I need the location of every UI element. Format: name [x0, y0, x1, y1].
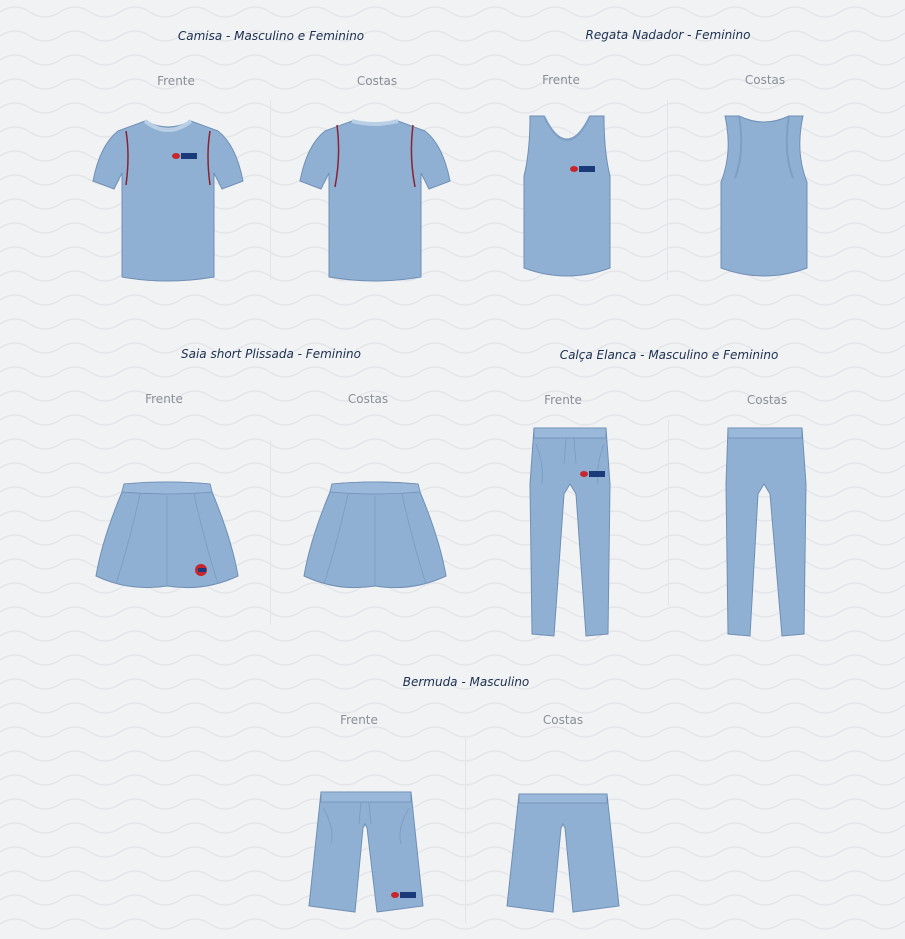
bermuda-back-image [505, 792, 623, 916]
label-regata-back: Costas [744, 73, 786, 87]
label-camisa-back: Costas [356, 74, 398, 88]
label-bermuda-back: Costas [542, 713, 584, 727]
regata-front-image [518, 112, 616, 280]
label-saia-back: Costas [347, 392, 389, 406]
divider [667, 100, 668, 280]
label-camisa-front: Frente [157, 74, 195, 88]
saia-front-image [94, 480, 240, 592]
bermuda-front-image [307, 788, 425, 916]
camisa-back-image [297, 115, 453, 283]
school-logo-icon [570, 166, 595, 172]
section-title-bermuda: Bermuda - Masculino [402, 675, 530, 689]
school-logo-icon [195, 564, 207, 576]
regata-back-image [715, 112, 813, 280]
label-bermuda-front: Frente [340, 713, 378, 727]
calca-back-image [724, 424, 808, 640]
label-calca-front: Frente [544, 393, 582, 407]
label-regata-front: Frente [542, 73, 580, 87]
label-saia-front: Frente [145, 392, 183, 406]
divider [270, 100, 271, 280]
divider [270, 440, 271, 625]
school-logo-icon [580, 471, 605, 477]
label-calca-back: Costas [746, 393, 788, 407]
section-title-regata: Regata Nadador - Feminino [585, 28, 751, 42]
camisa-front-image [90, 115, 246, 283]
divider [668, 420, 669, 605]
section-title-saia: Saia short Plissada - Feminino [180, 347, 362, 361]
calca-front-image [528, 424, 612, 640]
school-logo-icon [391, 892, 416, 898]
section-title-calca: Calça Elanca - Masculino e Feminino [559, 348, 779, 362]
saia-back-image [302, 480, 448, 592]
section-title-camisa: Camisa - Masculino e Feminino [177, 29, 365, 43]
divider [465, 738, 466, 923]
school-logo-icon [172, 153, 197, 159]
